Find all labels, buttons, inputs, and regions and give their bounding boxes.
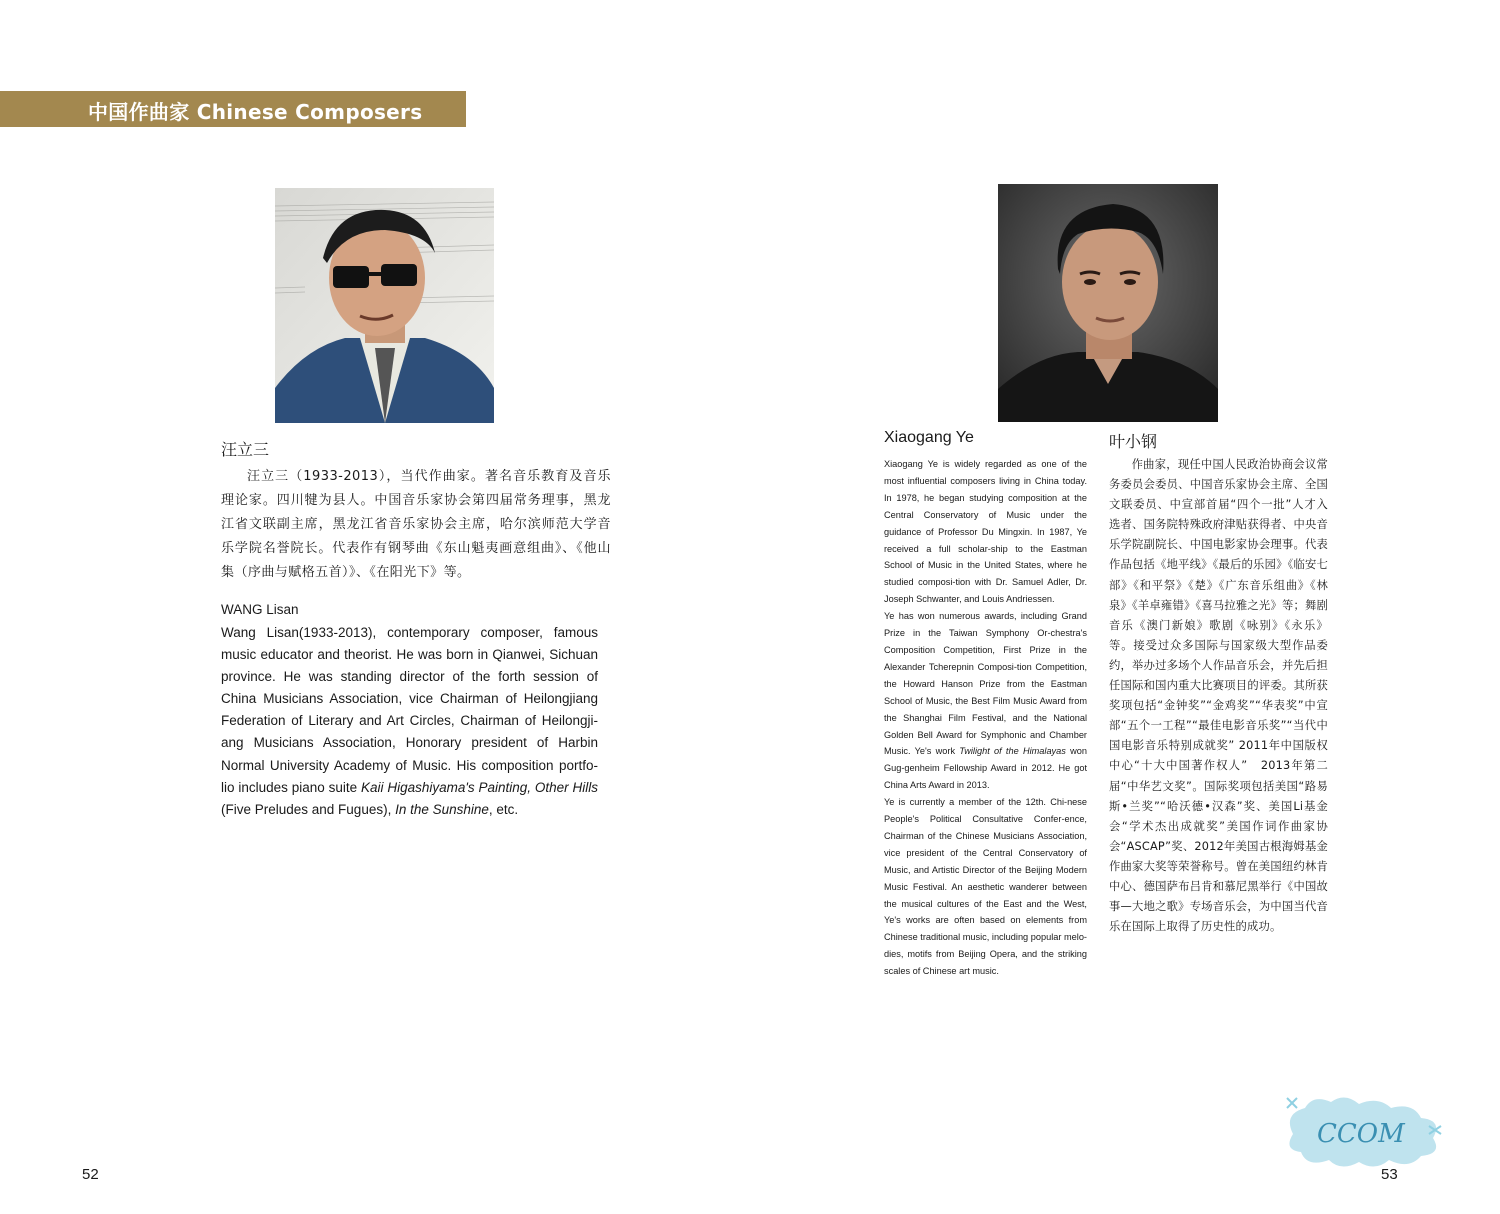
section-banner (0, 91, 466, 127)
ccom-logo (1283, 1094, 1445, 1168)
bio-text: (Five Preludes and Fugues), (221, 801, 396, 817)
section-title: 中国作曲家 Chinese Composers (88, 100, 423, 124)
bio-text: Wang Lisan(1933-2013), contemporary composer, famous music educator and theorist. He was born in Qianwei, Sichuan province. He was standing director of the forth session of China Musicians Association, vice Chairman of Heilongjiang Federation of Literary and Art Circles, Chairman of Heilongji-ang Musicians Association, Honorary president of Harbin Normal University Academy of Music. His composition portfo-lio includes piano suite (221, 625, 598, 795)
bio-text: , etc. (488, 801, 519, 817)
composer-bio-en (884, 456, 1087, 980)
bio-text: won Gug-genheim Fellowship Award in 2012. He got China Arts Award in 2013. (884, 746, 1087, 791)
portrait-xiaogang-ye (998, 184, 1218, 422)
composer-bio-cn: 汪立三（1933-2013），当代作曲家。著名音乐教育及音乐理论家。四川犍为县人。中国音乐家协会第四届常务理事，黑龙江省文联副主席，黑龙江省音乐家协会主席，哈尔滨师范大学音乐学院名誉院长。代表作有钢琴曲《东山魁夷画意组曲》、《他山集（序曲与赋格五首）》、《在阳光下》等。 (221, 469, 611, 580)
bio-text: Ye has won numerous awards, including Grand Prize in the Taiwan Symphony Or-chestra's Composition Competition, First Prize in the Alexander Tcherepnin Composi-tion Competition, the Howard Hanson Prize from the Eastman School of Music, the Best Film Music Award from the Shanghai Film Festival, and the National Golden Bell Award for Symphonic and Chamber Music. Ye's work (884, 611, 1087, 757)
portrait-wang-lisan (275, 188, 494, 423)
composer-bio-en (221, 622, 598, 821)
composer-name-en: Xiaogang Ye (884, 429, 974, 446)
work-title: Kaii Higashiyama's Painting, Other Hills (360, 779, 599, 795)
bio-paragraph: Ye is currently a member of the 12th. Chi-nese People's Political Consultative Confer-ence, Chairman of the Chinese Musicians Association, vice president of the Central Conservatory of Music, and Artistic Director of the Beijing Modern Music Festival. An aesthetic wanderer between the musical cultures of the East and the West, Ye's works are often based on elements from Chinese traditional music, including popular melo-dies, motifs from Beijing Opera, and the striking scales of Chinese art music. (884, 797, 1087, 977)
bio-paragraph: Xiaogang Ye is widely regarded as one of the most influential composers living in China today. In 1978, he began studying composition at the Central Conservatory of Music under the guidance of Professor Du Mingxin. In 1987, Ye received a full scholar-ship to the Eastman School of Music in the United States, where he studied composi-tion with Dr. Samuel Adler, Dr. Joseph Schwanter, and Louis Andriessen. (884, 459, 1087, 605)
page-number-left: 52 (82, 1166, 99, 1183)
composer-name-cn: 汪立三 (221, 440, 270, 459)
page-number-right: 53 (1381, 1166, 1398, 1183)
bio-paragraph (884, 608, 1087, 794)
work-title: In the Sunshine (395, 801, 489, 817)
composer-name-cn: 叶小钢 (1109, 432, 1158, 451)
logo-text: CCOM (1317, 1119, 1405, 1149)
composer-name-en: WANG Lisan (221, 602, 299, 617)
composer-bio-cn: 作曲家，现任中国人民政治协商会议常务委员会委员、中国音乐家协会主席、全国文联委员、中宣部首届“四个一批”人才入选者、国务院特殊政府津贴获得者、中央音乐学院副院长、中国电影家协会理事。代表作品包括《地平线》《最后的乐园》《临安七部》《和平祭》《楚》《广东音乐组曲》《林泉》《羊卓雍错》《喜马拉雅之光》等；舞剧音乐《澳门新娘》歌剧《咏别》《永乐》等。接受过众多国际与国家级大型作品委约，举办过多场个人作品音乐会，并先后担任国际和国内重大比赛项目的评委。其所获奖项包括“金钟奖”“金鸡奖”“华表奖”中宣部“五个一工程”“最佳电影音乐奖”“当代中国电影音乐特别成就奖” 2011年中国版权中心“十大中国著作权人” 2013年第二届“中华艺文奖”。国际奖项包括美国“路易斯•兰奖”“哈沃德•汉森”奖、美国Li基金会“学术杰出成就奖”美国作词作曲家协会“ASCAP”奖、2012年美国古根海姆基金作曲家大奖等荣誉称号。曾在美国纽约林肯中心、德国萨布吕肯和慕尼黑举行《中国故事—大地之歌》专场音乐会，为中国当代音乐在国际上取得了历史性的成功。 (1109, 458, 1328, 934)
work-title: Twilight of the Himalayas (959, 746, 1066, 757)
